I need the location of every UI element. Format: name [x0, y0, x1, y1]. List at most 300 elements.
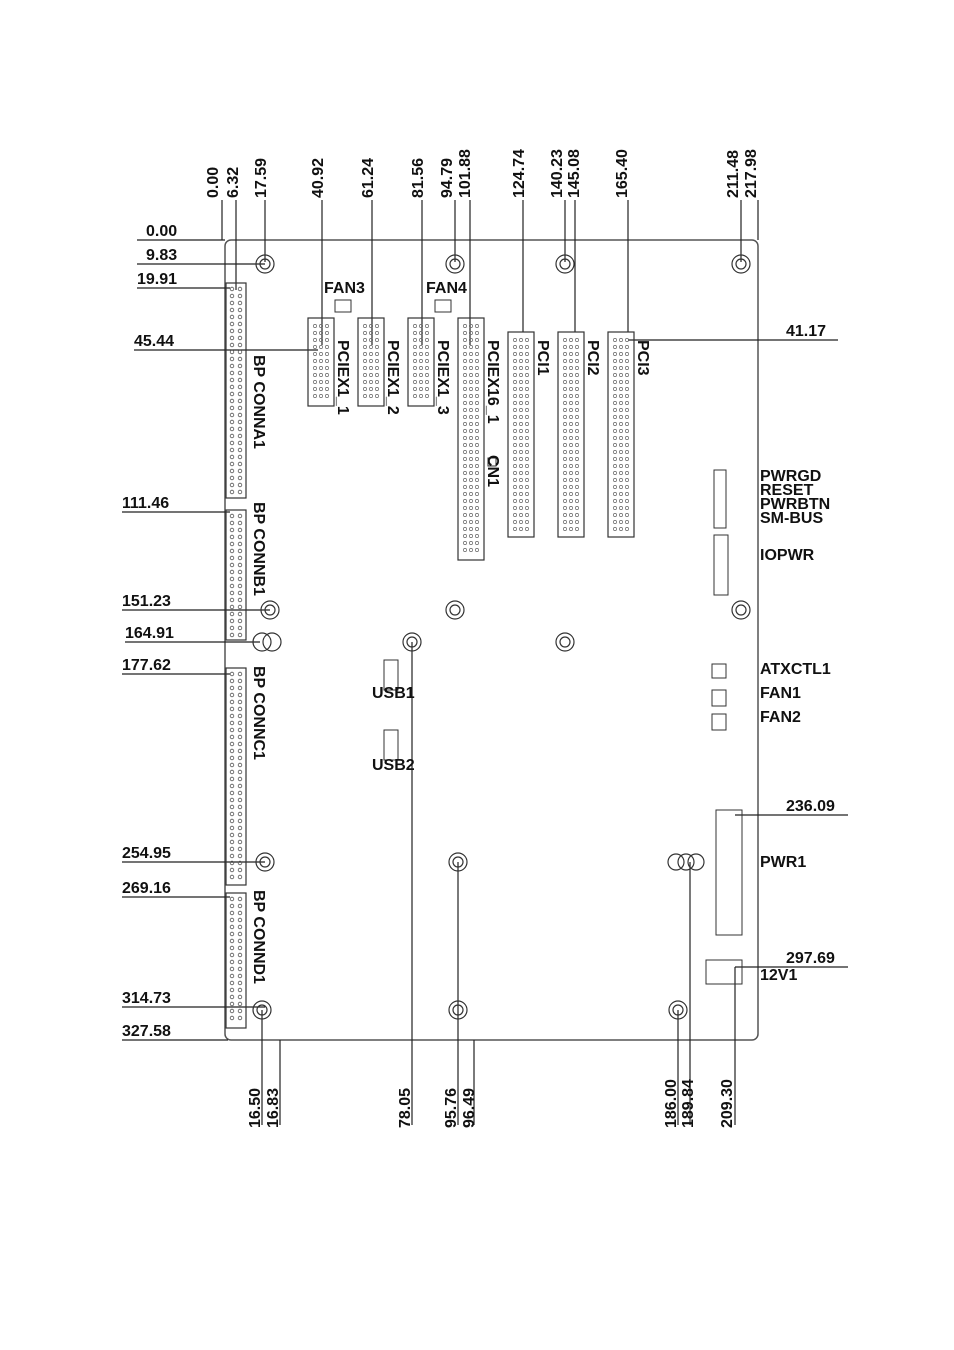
- slot-pin: [425, 359, 428, 362]
- slot-pin: [575, 338, 578, 341]
- bottom-dim-label: 96.49: [461, 1087, 478, 1128]
- reset-label: RESET: [760, 482, 814, 499]
- slot-pin: [469, 450, 472, 453]
- slot-pin: [375, 359, 378, 362]
- slot-pin: [375, 338, 378, 341]
- slot-pin: [619, 464, 622, 467]
- slot-pin: [569, 471, 572, 474]
- slot-pin: [363, 352, 366, 355]
- slot-pin: [563, 450, 566, 453]
- slot-pin: [475, 387, 478, 390]
- slot-pin: [419, 394, 422, 397]
- connector-pin: [238, 868, 242, 872]
- slot-pin: [613, 408, 616, 411]
- connector-pin: [230, 441, 234, 445]
- connector-pin: [238, 591, 242, 595]
- slot-pin: [469, 415, 472, 418]
- connector-pin: [238, 542, 242, 546]
- slot-pin: [525, 492, 528, 495]
- slot-pin: [619, 450, 622, 453]
- slot-pin: [425, 338, 428, 341]
- connector-pin: [238, 612, 242, 616]
- connector-pin: [230, 343, 234, 347]
- connector-pin: [230, 462, 234, 466]
- slot-pin: [569, 401, 572, 404]
- slot-pin: [463, 499, 466, 502]
- bottom-dim-label: 78.05: [397, 1087, 414, 1128]
- slot-pin: [619, 471, 622, 474]
- left-dim-label: 254.95: [122, 845, 171, 862]
- connector-pin: [230, 1009, 234, 1013]
- connector-pin: [230, 308, 234, 312]
- slot-pin: [513, 345, 516, 348]
- slot-pin: [475, 450, 478, 453]
- slot-pin: [419, 345, 422, 348]
- slot-pin: [569, 492, 572, 495]
- pci1-label: PCI1: [534, 340, 551, 376]
- slot-pin: [619, 380, 622, 383]
- slot-pin: [519, 373, 522, 376]
- connector-pin: [230, 287, 234, 291]
- connector-pin: [238, 721, 242, 725]
- slot-pin: [563, 352, 566, 355]
- slot-pin: [363, 387, 366, 390]
- fan2-header: [712, 714, 726, 730]
- slot-pin: [613, 520, 616, 523]
- slot-pin: [419, 373, 422, 376]
- slot-pin: [519, 352, 522, 355]
- slot-pin: [325, 352, 328, 355]
- connector-pin: [230, 770, 234, 774]
- slot-pin: [469, 366, 472, 369]
- slot-pin: [375, 380, 378, 383]
- left-dim-label: 269.16: [122, 880, 171, 897]
- slot-pin: [519, 380, 522, 383]
- slot-pin: [519, 471, 522, 474]
- top-dim-label: 0.00: [205, 166, 222, 198]
- slot-pin: [619, 387, 622, 390]
- slot-pin: [619, 499, 622, 502]
- connector-pin: [230, 707, 234, 711]
- slot-pin: [569, 394, 572, 397]
- connector-pin: [230, 301, 234, 305]
- connector-pin: [230, 336, 234, 340]
- slot-pin: [563, 380, 566, 383]
- slot-pin: [469, 485, 472, 488]
- slot-pin: [419, 387, 422, 390]
- slot-pin: [475, 373, 478, 376]
- slot-pin: [469, 359, 472, 362]
- slot-pin: [475, 331, 478, 334]
- connector-pin: [238, 777, 242, 781]
- slot-pin: [563, 436, 566, 439]
- connector-pin: [238, 420, 242, 424]
- slot-pin: [463, 485, 466, 488]
- connector-pin: [230, 371, 234, 375]
- slot-pin: [525, 513, 528, 516]
- slot-pin: [619, 394, 622, 397]
- connector-pin: [238, 322, 242, 326]
- slot-pin: [575, 520, 578, 523]
- slot-pin: [525, 387, 528, 390]
- slot-pin: [469, 352, 472, 355]
- slot-pin: [569, 366, 572, 369]
- slot-pin: [613, 450, 616, 453]
- fan1-header: [712, 690, 726, 706]
- slot-pin: [519, 422, 522, 425]
- slot-pin: [475, 520, 478, 523]
- slot-pin: [575, 527, 578, 530]
- connector-pin: [238, 490, 242, 494]
- slot-pin: [463, 394, 466, 397]
- slot-pin: [525, 380, 528, 383]
- slot-pin: [413, 359, 416, 362]
- connector-pin: [230, 577, 234, 581]
- slot-pin: [569, 338, 572, 341]
- connector-pin: [230, 294, 234, 298]
- top-dim-label: 217.98: [743, 149, 760, 198]
- slot-pin: [525, 485, 528, 488]
- slot-pin: [525, 478, 528, 481]
- slot-pin: [613, 380, 616, 383]
- slot-pin: [613, 394, 616, 397]
- connector-pin: [238, 798, 242, 802]
- slot-pin: [375, 373, 378, 376]
- connector-pin: [238, 833, 242, 837]
- slot-pin: [575, 506, 578, 509]
- connector-pin: [230, 693, 234, 697]
- slot-pin: [463, 373, 466, 376]
- top-dim-label: 140.23: [549, 149, 566, 198]
- slot-pin: [613, 415, 616, 418]
- slot-pin: [625, 401, 628, 404]
- connector-pin: [238, 981, 242, 985]
- slot-pin: [369, 373, 372, 376]
- slot-pin: [313, 387, 316, 390]
- slot-pin: [575, 408, 578, 411]
- connector-pin: [230, 932, 234, 936]
- connector-pin: [238, 988, 242, 992]
- slot-pin: [563, 345, 566, 348]
- connector-pin: [230, 981, 234, 985]
- slot-pin: [513, 366, 516, 369]
- slot-pin: [569, 464, 572, 467]
- connector-pin: [238, 619, 242, 623]
- slot-pin: [525, 338, 528, 341]
- bottom-dimension-lines: [262, 642, 735, 1125]
- top-dim-label: 124.74: [511, 149, 528, 198]
- fan3-header: [335, 300, 351, 312]
- slot-pin: [625, 513, 628, 516]
- connector-pin: [230, 1016, 234, 1020]
- slot-pin: [425, 345, 428, 348]
- bp-connb1-connector: [226, 510, 246, 640]
- slot-pin: [563, 373, 566, 376]
- connector-pin: [238, 469, 242, 473]
- connector-pin: [230, 686, 234, 690]
- connector-pin: [230, 946, 234, 950]
- slot-pin: [563, 394, 566, 397]
- slot-pin: [313, 359, 316, 362]
- slot-pin: [475, 324, 478, 327]
- right-dim-label: 297.69: [786, 950, 835, 967]
- slot-pin: [625, 485, 628, 488]
- connector-pin: [238, 441, 242, 445]
- slot-pin: [625, 394, 628, 397]
- slot-pin: [613, 457, 616, 460]
- connector-pin: [230, 315, 234, 319]
- slot-pin: [563, 485, 566, 488]
- bottom-dim-label: 186.00: [663, 1079, 680, 1128]
- slot-pin: [569, 443, 572, 446]
- connector-pin: [230, 960, 234, 964]
- slot-pin: [513, 359, 516, 362]
- slot-pin: [569, 429, 572, 432]
- slot-pin: [425, 380, 428, 383]
- slot-pin: [325, 366, 328, 369]
- slot-pin: [513, 520, 516, 523]
- slot-pin: [575, 387, 578, 390]
- slot-pin: [575, 394, 578, 397]
- slot-pin: [413, 394, 416, 397]
- slot-pin: [463, 408, 466, 411]
- slot-pin: [319, 380, 322, 383]
- slot-pin: [519, 520, 522, 523]
- slot-pin: [469, 394, 472, 397]
- connector-pin: [238, 770, 242, 774]
- connector-pin: [230, 490, 234, 494]
- slot-pin: [625, 506, 628, 509]
- atxctl1-label: ATXCTL1: [760, 661, 831, 678]
- usb2-label: USB2: [372, 757, 415, 774]
- left-dim-label: 327.58: [122, 1023, 171, 1040]
- slot-pin: [525, 394, 528, 397]
- connector-pin: [238, 967, 242, 971]
- slot-pin: [463, 380, 466, 383]
- pciex1-3-label: PCIEX1_3: [434, 340, 451, 415]
- connector-pin: [230, 798, 234, 802]
- connector-pin: [238, 679, 242, 683]
- slot-pin: [513, 380, 516, 383]
- slot-pin: [475, 443, 478, 446]
- slot-pin: [525, 471, 528, 474]
- connector-pin: [230, 974, 234, 978]
- slot-pin: [419, 366, 422, 369]
- slot-pin: [513, 464, 516, 467]
- slot-pin: [569, 513, 572, 516]
- slot-pin: [625, 499, 628, 502]
- left-dim-label: 19.91: [137, 271, 178, 288]
- connector-pin: [230, 633, 234, 637]
- connector-pin: [238, 584, 242, 588]
- pwr1-connector: [716, 810, 742, 935]
- slot-pin: [513, 436, 516, 439]
- slot-pin: [463, 345, 466, 348]
- iopwr-header: [714, 535, 728, 595]
- connector-pin: [238, 819, 242, 823]
- connector-pin: [230, 350, 234, 354]
- connector-pin: [230, 875, 234, 879]
- slot-pin: [525, 352, 528, 355]
- connector-pin: [230, 777, 234, 781]
- connector-pin: [230, 406, 234, 410]
- slot-pin: [463, 387, 466, 390]
- slot-pin: [563, 478, 566, 481]
- slot-pin: [469, 422, 472, 425]
- slot-pin: [575, 485, 578, 488]
- slot-pin: [575, 359, 578, 362]
- slot-pin: [325, 373, 328, 376]
- connector-pin: [230, 483, 234, 487]
- slot-pin: [619, 373, 622, 376]
- slot-pin: [625, 457, 628, 460]
- connector-pin: [238, 960, 242, 964]
- slot-pin: [463, 415, 466, 418]
- connector-pin: [238, 483, 242, 487]
- slot-pin: [519, 527, 522, 530]
- connector-pin: [238, 742, 242, 746]
- connector-pin: [230, 939, 234, 943]
- connector-pin: [230, 735, 234, 739]
- connector-pin: [238, 925, 242, 929]
- atxctl1-header: [712, 664, 726, 678]
- slot-pin: [619, 422, 622, 425]
- left-dim-label: 0.00: [146, 223, 178, 240]
- slot-pin: [569, 387, 572, 390]
- bp-connd1-label: BP CONND1: [250, 890, 267, 984]
- slot-pin: [563, 366, 566, 369]
- slot-pin: [463, 506, 466, 509]
- slot-pin: [475, 534, 478, 537]
- connector-pin: [230, 357, 234, 361]
- bp-connc1-connector: [226, 668, 246, 885]
- pciex1-1-label: PCIEX1_1: [334, 340, 351, 415]
- connector-pin: [230, 904, 234, 908]
- slot-pin: [519, 338, 522, 341]
- slot-pin: [525, 527, 528, 530]
- slot-pin: [325, 380, 328, 383]
- slot-pin: [575, 415, 578, 418]
- slot-pin: [425, 387, 428, 390]
- slot-pin: [519, 345, 522, 348]
- slot-pin: [369, 366, 372, 369]
- connector-pin: [230, 584, 234, 588]
- pci2-label: PCI2: [584, 340, 601, 376]
- slot-pin: [425, 394, 428, 397]
- slot-pin: [519, 366, 522, 369]
- connector-pin: [238, 364, 242, 368]
- slot-pins: [313, 324, 628, 551]
- slot-pin: [613, 345, 616, 348]
- connector-pin: [238, 406, 242, 410]
- connector-pin: [230, 819, 234, 823]
- slot-pin: [613, 485, 616, 488]
- bp-conna1-connector: [226, 283, 246, 498]
- slot-pin: [369, 380, 372, 383]
- slot-pin: [613, 464, 616, 467]
- slot-pin: [513, 408, 516, 411]
- slot-pin: [569, 436, 572, 439]
- smbus-label: SM-BUS: [760, 510, 824, 527]
- connector-pin: [238, 413, 242, 417]
- slot-pin: [325, 331, 328, 334]
- top-dim-label: 6.32: [225, 166, 242, 198]
- pwr1-label: PWR1: [760, 854, 807, 871]
- connector-pin: [230, 434, 234, 438]
- slot-pin: [563, 422, 566, 425]
- slot-pin: [563, 429, 566, 432]
- slot-pin: [569, 485, 572, 488]
- slot-pin: [563, 471, 566, 474]
- slot-pin: [413, 366, 416, 369]
- top-dim-label: 17.59: [253, 157, 270, 198]
- slot-pin: [575, 478, 578, 481]
- connector-pin: [230, 826, 234, 830]
- slot-pin: [469, 401, 472, 404]
- pciex1-2-label: PCIEX1_2: [384, 340, 401, 415]
- connector-pin: [238, 805, 242, 809]
- left-dim-label: 151.23: [122, 593, 171, 610]
- connector-pin: [238, 728, 242, 732]
- connector-pin: [230, 714, 234, 718]
- slot-pin: [575, 366, 578, 369]
- slot-pin: [513, 387, 516, 390]
- connector-pin: [230, 399, 234, 403]
- connector-pin: [238, 598, 242, 602]
- connector-pin: [230, 679, 234, 683]
- slot-pin: [513, 457, 516, 460]
- slot-pin: [463, 492, 466, 495]
- slot-pin: [325, 387, 328, 390]
- slot-pin: [575, 422, 578, 425]
- slot-pin: [519, 464, 522, 467]
- slot-pin: [475, 541, 478, 544]
- slot-pin: [469, 457, 472, 460]
- slot-pin: [475, 485, 478, 488]
- slot-pin: [519, 436, 522, 439]
- slot-pin: [575, 471, 578, 474]
- left-dim-label: 177.62: [122, 657, 171, 674]
- slot-pin: [469, 436, 472, 439]
- slot-pin: [569, 520, 572, 523]
- slot-pin: [525, 520, 528, 523]
- slot-pin: [463, 436, 466, 439]
- slot-pin: [363, 331, 366, 334]
- slot-pin: [375, 345, 378, 348]
- slot-pin: [513, 422, 516, 425]
- slot-pin: [513, 485, 516, 488]
- slot-pin: [469, 499, 472, 502]
- fan4-header: [435, 300, 451, 312]
- slot-pin: [525, 408, 528, 411]
- slot-pin: [519, 443, 522, 446]
- connector-pin: [230, 378, 234, 382]
- slot-pin: [519, 394, 522, 397]
- slot-pin: [463, 359, 466, 362]
- connector-pin: [238, 714, 242, 718]
- slot-pin: [613, 443, 616, 446]
- slot-pin: [563, 443, 566, 446]
- slot-pin: [475, 366, 478, 369]
- slot-pin: [413, 373, 416, 376]
- 12v1-label: 12V1: [760, 967, 798, 984]
- connector-pin: [230, 1002, 234, 1006]
- top-dim-label: 94.79: [439, 157, 456, 198]
- connector-pin: [238, 535, 242, 539]
- slot-pin: [475, 464, 478, 467]
- connector-pin: [238, 315, 242, 319]
- connector-pin: [230, 988, 234, 992]
